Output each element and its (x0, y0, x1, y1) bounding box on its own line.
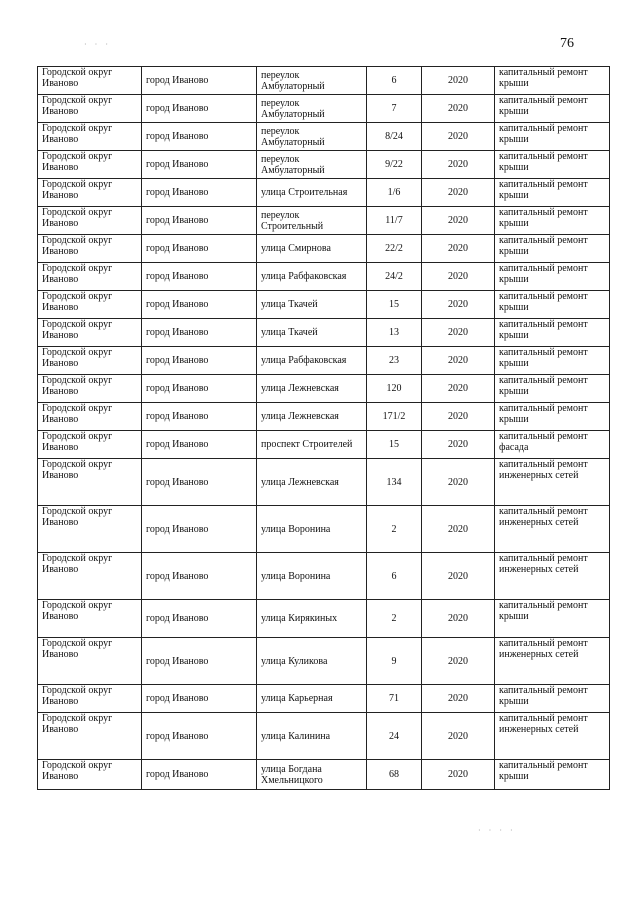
work-type-cell: капитальный ремонт крыши (495, 235, 610, 263)
district-cell: Городской округ Иваново (38, 207, 142, 235)
district-cell: Городской округ Иваново (38, 459, 142, 506)
table-row (38, 600, 610, 638)
work-type-cell: капитальный ремонт крыши (495, 347, 610, 375)
table-row (38, 291, 610, 319)
city-cell: город Иваново (142, 347, 257, 375)
district-cell: Городской округ Иваново (38, 713, 142, 760)
city-cell: город Иваново (142, 713, 257, 760)
district-cell: Городской округ Иваново (38, 263, 142, 291)
district-cell: Городской округ Иваново (38, 123, 142, 151)
table-row (38, 207, 610, 235)
house-number-cell: 13 (367, 319, 422, 347)
city-cell: город Иваново (142, 459, 257, 506)
city-cell: город Иваново (142, 179, 257, 207)
table-row (38, 431, 610, 459)
year-cell: 2020 (422, 235, 495, 263)
district-cell: Городской округ Иваново (38, 95, 142, 123)
work-type-cell: капитальный ремонт крыши (495, 600, 610, 638)
district-cell: Городской округ Иваново (38, 235, 142, 263)
table-row (38, 347, 610, 375)
year-cell: 2020 (422, 375, 495, 403)
city-cell: город Иваново (142, 403, 257, 431)
work-type-cell: капитальный ремонт крыши (495, 95, 610, 123)
table-row (38, 553, 610, 600)
district-cell: Городской округ Иваново (38, 151, 142, 179)
year-cell: 2020 (422, 760, 495, 790)
house-number-cell: 9 (367, 638, 422, 685)
table-row (38, 403, 610, 431)
street-cell: улица Рабфаковская (257, 263, 367, 291)
year-cell: 2020 (422, 713, 495, 760)
repair-schedule-table (37, 66, 610, 790)
work-type-cell: капитальный ремонт крыши (495, 123, 610, 151)
table-row (38, 506, 610, 553)
table-row (38, 151, 610, 179)
work-type-cell: капитальный ремонт инженерных сетей (495, 638, 610, 685)
work-type-cell: капитальный ремонт инженерных сетей (495, 713, 610, 760)
year-cell: 2020 (422, 207, 495, 235)
city-cell: город Иваново (142, 760, 257, 790)
year-cell: 2020 (422, 459, 495, 506)
work-type-cell: капитальный ремонт крыши (495, 685, 610, 713)
house-number-cell: 2 (367, 506, 422, 553)
year-cell: 2020 (422, 291, 495, 319)
district-cell: Городской округ Иваново (38, 67, 142, 95)
house-number-cell: 171/2 (367, 403, 422, 431)
district-cell: Городской округ Иваново (38, 638, 142, 685)
scan-speckle: · · · · (478, 826, 516, 835)
street-cell: переулок Амбулаторный (257, 95, 367, 123)
street-cell: улица Строительная (257, 179, 367, 207)
district-cell: Городской округ Иваново (38, 553, 142, 600)
house-number-cell: 68 (367, 760, 422, 790)
street-cell: проспект Строителей (257, 431, 367, 459)
street-cell: улица Кирякиных (257, 600, 367, 638)
street-cell: улица Лежневская (257, 375, 367, 403)
city-cell: город Иваново (142, 431, 257, 459)
table-body (38, 67, 610, 790)
street-cell: улица Ткачей (257, 291, 367, 319)
house-number-cell: 7 (367, 95, 422, 123)
work-type-cell: капитальный ремонт крыши (495, 207, 610, 235)
table-row (38, 179, 610, 207)
house-number-cell: 8/24 (367, 123, 422, 151)
table-row (38, 95, 610, 123)
year-cell: 2020 (422, 403, 495, 431)
work-type-cell: капитальный ремонт крыши (495, 179, 610, 207)
house-number-cell: 15 (367, 291, 422, 319)
district-cell: Городской округ Иваново (38, 291, 142, 319)
table-row (38, 235, 610, 263)
district-cell: Городской округ Иваново (38, 319, 142, 347)
house-number-cell: 120 (367, 375, 422, 403)
street-cell: улица Воронина (257, 506, 367, 553)
year-cell: 2020 (422, 151, 495, 179)
city-cell: город Иваново (142, 95, 257, 123)
house-number-cell: 6 (367, 67, 422, 95)
city-cell: город Иваново (142, 553, 257, 600)
table-row (38, 375, 610, 403)
city-cell: город Иваново (142, 685, 257, 713)
street-cell: улица Калинина (257, 713, 367, 760)
district-cell: Городской округ Иваново (38, 685, 142, 713)
city-cell: город Иваново (142, 600, 257, 638)
house-number-cell: 6 (367, 553, 422, 600)
year-cell: 2020 (422, 506, 495, 553)
year-cell: 2020 (422, 347, 495, 375)
year-cell: 2020 (422, 638, 495, 685)
house-number-cell: 11/7 (367, 207, 422, 235)
work-type-cell: капитальный ремонт крыши (495, 760, 610, 790)
table-row (38, 760, 610, 790)
street-cell: переулок Амбулаторный (257, 151, 367, 179)
street-cell: улица Лежневская (257, 459, 367, 506)
year-cell: 2020 (422, 263, 495, 291)
street-cell: улица Ткачей (257, 319, 367, 347)
city-cell: город Иваново (142, 375, 257, 403)
table-row (38, 638, 610, 685)
work-type-cell: капитальный ремонт крыши (495, 375, 610, 403)
work-type-cell: капитальный ремонт крыши (495, 67, 610, 95)
house-number-cell: 134 (367, 459, 422, 506)
district-cell: Городской округ Иваново (38, 375, 142, 403)
table-row (38, 685, 610, 713)
house-number-cell: 24/2 (367, 263, 422, 291)
work-type-cell: капитальный ремонт инженерных сетей (495, 553, 610, 600)
city-cell: город Иваново (142, 207, 257, 235)
street-cell: переулок Строительный (257, 207, 367, 235)
house-number-cell: 22/2 (367, 235, 422, 263)
house-number-cell: 24 (367, 713, 422, 760)
district-cell: Городской округ Иваново (38, 347, 142, 375)
street-cell: улица Рабфаковская (257, 347, 367, 375)
street-cell: улица Воронина (257, 553, 367, 600)
scan-speckle: · · · (84, 40, 111, 49)
year-cell: 2020 (422, 685, 495, 713)
district-cell: Городской округ Иваново (38, 431, 142, 459)
house-number-cell: 2 (367, 600, 422, 638)
work-type-cell: капитальный ремонт крыши (495, 291, 610, 319)
table-row (38, 67, 610, 95)
work-type-cell: капитальный ремонт крыши (495, 263, 610, 291)
work-type-cell: капитальный ремонт крыши (495, 319, 610, 347)
year-cell: 2020 (422, 431, 495, 459)
city-cell: город Иваново (142, 67, 257, 95)
work-type-cell: капитальный ремонт крыши (495, 403, 610, 431)
street-cell: улица Лежневская (257, 403, 367, 431)
house-number-cell: 71 (367, 685, 422, 713)
house-number-cell: 23 (367, 347, 422, 375)
page-number: 76 (560, 36, 574, 51)
city-cell: город Иваново (142, 291, 257, 319)
year-cell: 2020 (422, 553, 495, 600)
year-cell: 2020 (422, 123, 495, 151)
city-cell: город Иваново (142, 638, 257, 685)
city-cell: город Иваново (142, 123, 257, 151)
table-row (38, 263, 610, 291)
year-cell: 2020 (422, 600, 495, 638)
city-cell: город Иваново (142, 151, 257, 179)
street-cell: переулок Амбулаторный (257, 123, 367, 151)
year-cell: 2020 (422, 67, 495, 95)
year-cell: 2020 (422, 95, 495, 123)
district-cell: Городской округ Иваново (38, 760, 142, 790)
house-number-cell: 9/22 (367, 151, 422, 179)
street-cell: улица Куликова (257, 638, 367, 685)
work-type-cell: капитальный ремонт инженерных сетей (495, 506, 610, 553)
district-cell: Городской округ Иваново (38, 600, 142, 638)
work-type-cell: капитальный ремонт крыши (495, 151, 610, 179)
city-cell: город Иваново (142, 319, 257, 347)
table-row (38, 319, 610, 347)
table-row (38, 459, 610, 506)
table-row (38, 123, 610, 151)
street-cell: улица Карьерная (257, 685, 367, 713)
street-cell: переулок Амбулаторный (257, 67, 367, 95)
year-cell: 2020 (422, 319, 495, 347)
work-type-cell: капитальный ремонт инженерных сетей (495, 459, 610, 506)
house-number-cell: 1/6 (367, 179, 422, 207)
city-cell: город Иваново (142, 235, 257, 263)
district-cell: Городской округ Иваново (38, 506, 142, 553)
year-cell: 2020 (422, 179, 495, 207)
district-cell: Городской округ Иваново (38, 179, 142, 207)
district-cell: Городской округ Иваново (38, 403, 142, 431)
house-number-cell: 15 (367, 431, 422, 459)
street-cell: улица Богдана Хмельницкого (257, 760, 367, 790)
table-row (38, 713, 610, 760)
work-type-cell: капитальный ремонт фасада (495, 431, 610, 459)
street-cell: улица Смирнова (257, 235, 367, 263)
city-cell: город Иваново (142, 263, 257, 291)
city-cell: город Иваново (142, 506, 257, 553)
